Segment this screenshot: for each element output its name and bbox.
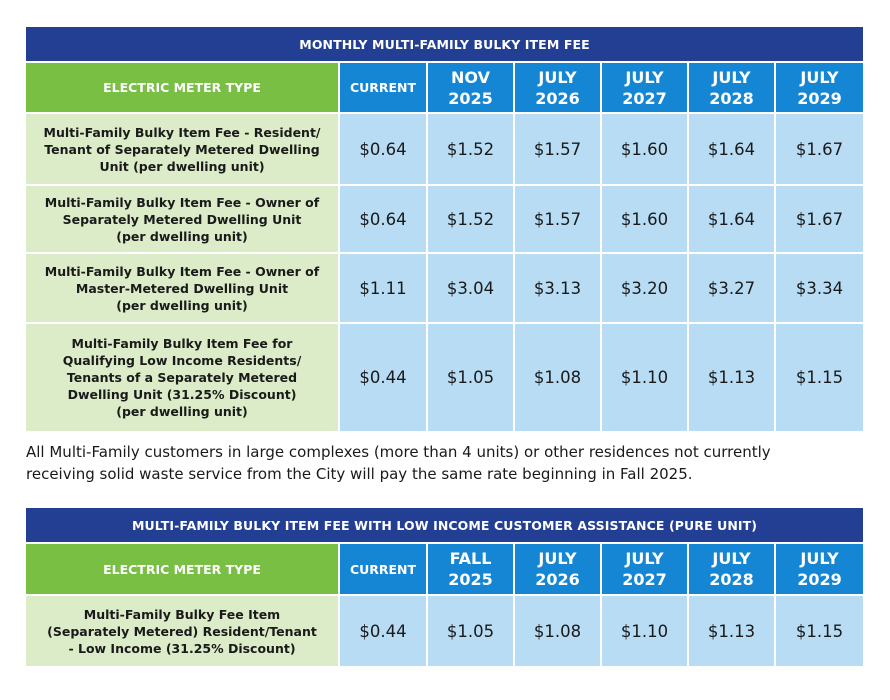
table-row [26, 596, 863, 666]
fee-value: $1.13 [689, 596, 776, 666]
fee-value: $1.10 [602, 596, 689, 666]
fee-value: $1.15 [776, 596, 863, 666]
column-header-july-2028: JULY 2028 [689, 544, 776, 596]
fee-value: $1.08 [515, 596, 602, 666]
column-header-fall-2025: FALL 2025 [428, 544, 515, 596]
fee-value: $1.15 [776, 324, 863, 431]
table-row [26, 114, 863, 186]
row-label: Multi-Family Bulky Fee Item (Separately Metered) Resident/Tenant - Low Income (31.25% Discount) [26, 596, 340, 666]
table-row [26, 254, 863, 324]
row-label: Multi-Family Bulky Item Fee - Owner of Master-Metered Dwelling Unit (per dwelling unit) [26, 254, 340, 324]
fee-value: $3.13 [515, 254, 602, 324]
fee-value: $1.64 [689, 114, 776, 186]
monthly-fee-table [26, 27, 863, 431]
fee-value: $3.27 [689, 254, 776, 324]
column-header-meter-type: ELECTRIC METER TYPE [26, 544, 340, 596]
fee-value: $0.44 [340, 596, 428, 666]
row-label: Multi-Family Bulky Item Fee for Qualifying Low Income Residents/ Tenants of a Separately Metered Dwelling Unit (31.25% Discount) (per dwelling unit) [26, 324, 340, 431]
row-label: Multi-Family Bulky Item Fee - Owner of Separately Metered Dwelling Unit (per dwelling unit) [26, 186, 340, 254]
fee-value: $1.57 [515, 114, 602, 186]
fee-value: $1.08 [515, 324, 602, 431]
column-header-meter-type: ELECTRIC METER TYPE [26, 63, 340, 114]
column-header-july-2027: JULY 2027 [602, 544, 689, 596]
table-title: MULTI-FAMILY BULKY ITEM FEE WITH LOW INCOME CUSTOMER ASSISTANCE (PURE UNIT) [26, 508, 863, 544]
fee-value: $1.64 [689, 186, 776, 254]
column-header-july-2027: JULY 2027 [602, 63, 689, 114]
fee-value: $1.60 [602, 114, 689, 186]
fee-value: $3.20 [602, 254, 689, 324]
table-title: MONTHLY MULTI-FAMILY BULKY ITEM FEE [26, 27, 863, 63]
column-header-july-2028: JULY 2028 [689, 63, 776, 114]
column-header-current: CURRENT [340, 63, 428, 114]
fee-value: $1.67 [776, 186, 863, 254]
fee-value: $0.44 [340, 324, 428, 431]
fee-value: $0.64 [340, 114, 428, 186]
table-row [26, 324, 863, 431]
column-header-current: CURRENT [340, 544, 428, 596]
fee-value: $1.67 [776, 114, 863, 186]
column-header-july-2026: JULY 2026 [515, 63, 602, 114]
fee-value: $1.10 [602, 324, 689, 431]
fee-value: $1.05 [428, 324, 515, 431]
fee-value: $1.60 [602, 186, 689, 254]
fee-value: $1.05 [428, 596, 515, 666]
fee-value: $1.52 [428, 114, 515, 186]
fee-value: $1.57 [515, 186, 602, 254]
low-income-fee-table [26, 508, 863, 666]
column-header-july-2026: JULY 2026 [515, 544, 602, 596]
fee-value: $3.04 [428, 254, 515, 324]
fee-value: $3.34 [776, 254, 863, 324]
table-row [26, 186, 863, 254]
fee-value: $1.11 [340, 254, 428, 324]
column-header-july-2029: JULY 2029 [776, 63, 863, 114]
column-header-nov-2025: NOV 2025 [428, 63, 515, 114]
fee-value: $1.13 [689, 324, 776, 431]
row-label: Multi-Family Bulky Item Fee - Resident/ Tenant of Separately Metered Dwelling Unit (per dwelling unit) [26, 114, 340, 186]
rate-note: All Multi-Family customers in large complexes (more than 4 units) or other residences not currently receiving solid waste service from the City will pay the same rate beginning in Fall 2025. [26, 443, 771, 483]
fee-value: $0.64 [340, 186, 428, 254]
column-header-july-2029: JULY 2029 [776, 544, 863, 596]
fee-value: $1.52 [428, 186, 515, 254]
